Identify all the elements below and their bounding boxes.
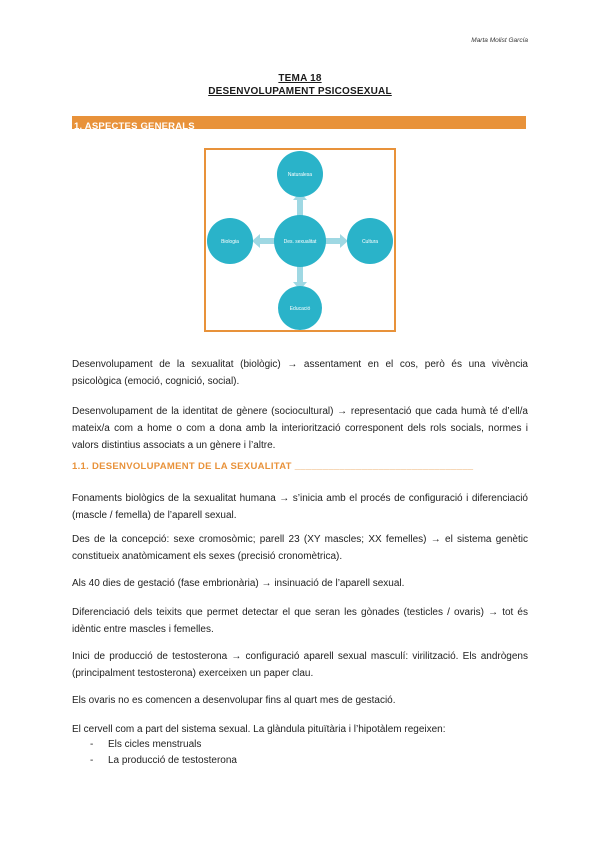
label-top: Naturalesa <box>287 172 313 178</box>
diagram-svg <box>204 148 396 332</box>
title-topic-name: DESENVOLUPAMENT PSICOSEXUAL <box>208 86 392 97</box>
label-center: Des. sexualitat <box>283 239 317 245</box>
subsection-heading: 1.1. DESENVOLUPAMENT DE LA SEXUALITAT ________________________________ <box>72 461 474 472</box>
paragraph-gestation-40-days: Als 40 dies de gestació (fase embrionària) → insinuació de l’aparell sexual. <box>72 578 405 589</box>
section-heading-bar <box>72 116 526 132</box>
label-left: Biologia <box>221 239 239 245</box>
paragraph-tissue-differentiation: Diferenciació dels teixits que permet detectar el que seran les gònades (testicles / ovaris) → tot és idèntic entre mascles i femelles. <box>72 607 528 635</box>
brain-functions-list <box>90 737 237 769</box>
author-name: Marta Molist García <box>471 37 528 44</box>
label-right: Cultura <box>361 239 379 245</box>
paragraph-biological-foundations: Fonaments biològics de la sexualitat humana → s’inicia amb el procés de configuració i diferenciació (mascle / femella) de l’aparell sexual. <box>72 493 528 521</box>
paragraph-testosterone: Inici de producció de testosterona → configuració aparell sexual masculí: virilització. Els andrògens (principalment testosterona) exerceixen un paper clau. <box>72 651 528 679</box>
list-item: - La producció de testosterona <box>90 753 237 769</box>
list-item: - Els cicles menstruals <box>90 737 237 753</box>
section-heading: 1. ASPECTES GENERALS <box>74 121 195 132</box>
paragraph-ovaries: Els ovaris no es comencen a desenvolupar fins al quart mes de gestació. <box>72 695 396 706</box>
paragraph-brain: El cervell com a part del sistema sexual. La glàndula pituïtària i l’hipotàlem regeixen: <box>72 724 446 735</box>
paragraph-sexuality: Desenvolupament de la sexualitat (biològic) → assentament en el cos, però és una vivència psicològica (emoció, cognició, social). <box>72 359 528 387</box>
document-title <box>0 72 600 98</box>
sexuality-diagram <box>204 148 396 332</box>
label-bottom: Educació <box>289 306 311 312</box>
paragraph-gender-identity: Desenvolupament de la identitat de gènere (sociocultural) → representació que cada humà té d’ell/a mateix/a com a home o com a dona amb la interiorització corresponent dels rols socials, normes i valors distintius associats a un gènere i l’altre. <box>72 406 528 451</box>
title-topic-number: TEMA 18 <box>278 73 322 84</box>
paragraph-conception: Des de la concepció: sexe cromosòmic; parell 23 (XY mascles; XX femelles) → el sistema genètic constitueix anatòmicament els sexes (precisió cronomètrica). <box>72 534 528 562</box>
